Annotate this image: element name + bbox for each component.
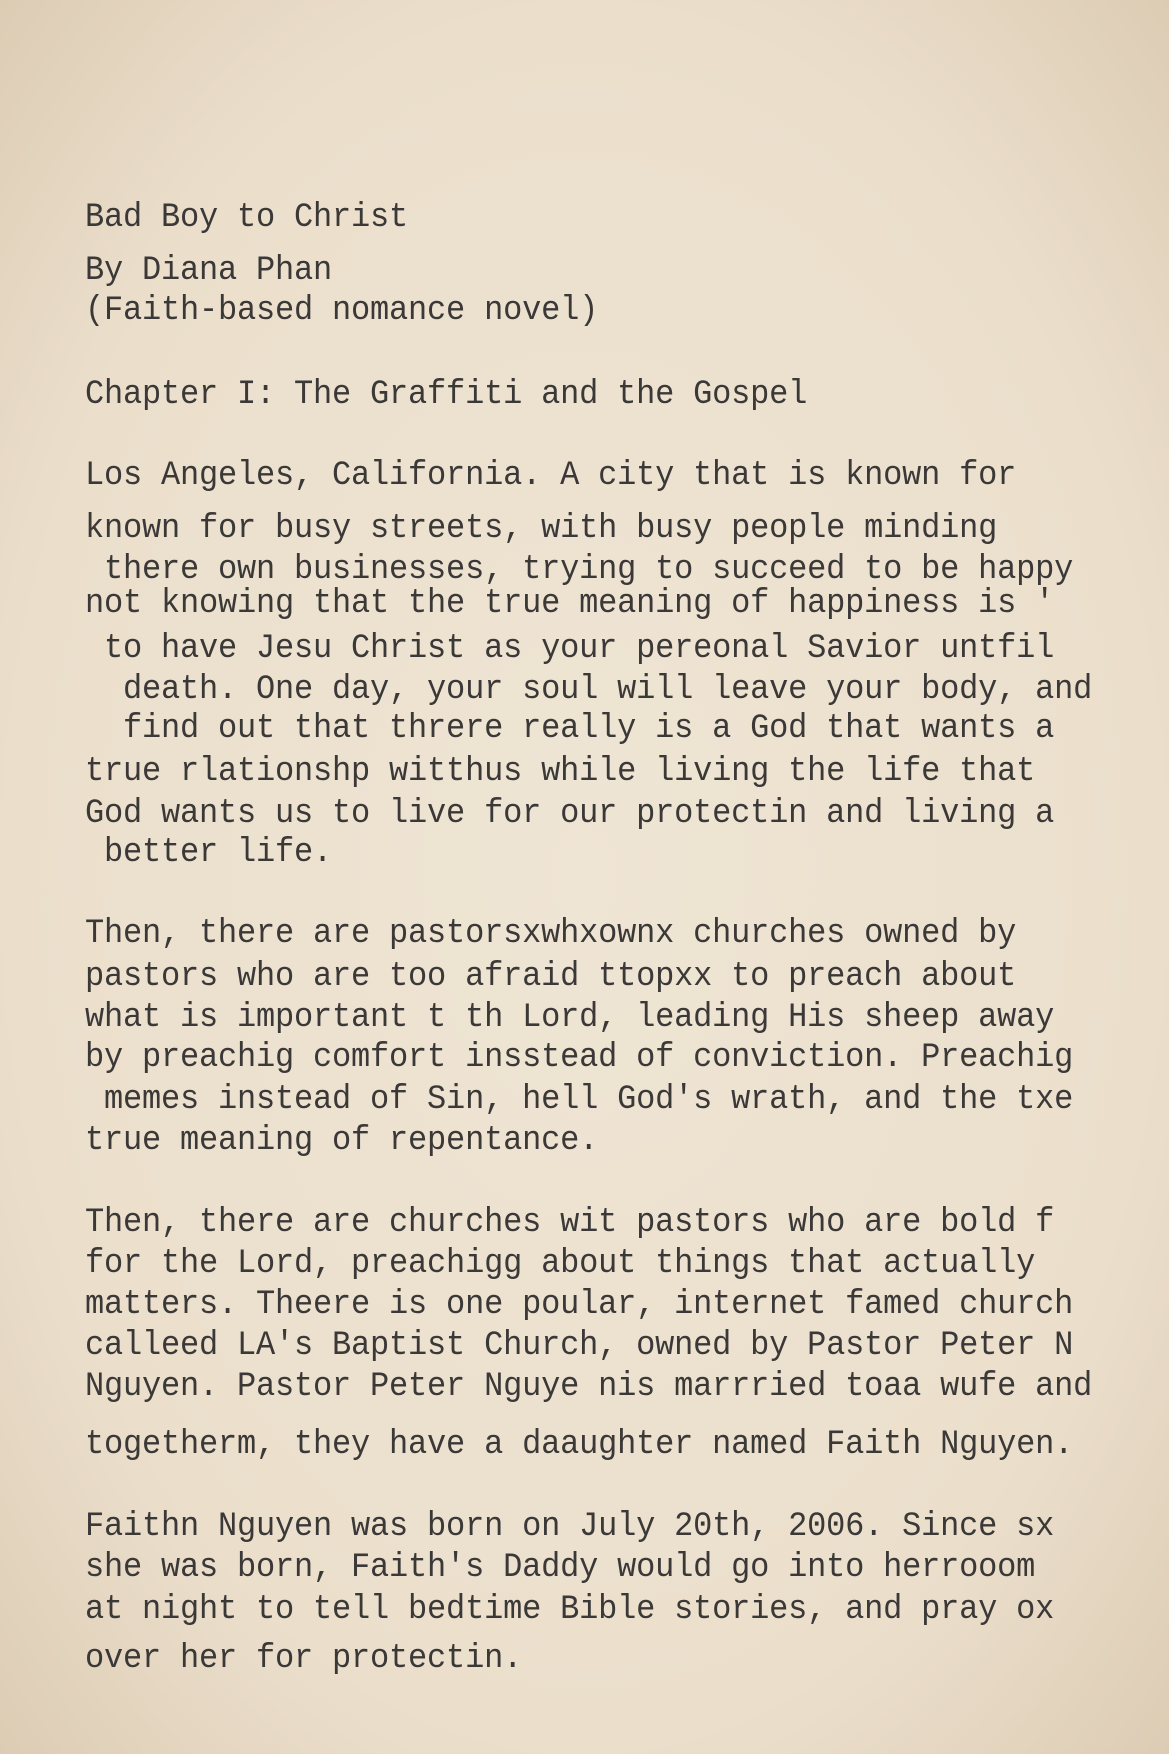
text-line: Then, there are churches wit pastors who are bold f	[85, 1201, 1055, 1242]
text-line: not knowing that the true meaning of happiness is '	[85, 582, 1055, 623]
text-line: true meaning of repentance.	[85, 1119, 599, 1160]
text-line: what is important t th Lord, leading His sheep away	[85, 996, 1055, 1037]
text-line: memes instead of Sin, hell God's wrath, and the txe	[85, 1078, 1074, 1119]
text-line: callеed LA's Baptist Church, owned by Pastor Peter N	[85, 1324, 1074, 1365]
text-line: to have Jesu Christ as your pereonal Savior untfil	[85, 627, 1055, 668]
document-title: Bad Boy to Christ	[85, 196, 409, 237]
text-line: at night to tell bedtime Bible stories, and pray ox	[85, 1588, 1055, 1629]
text-line: Then, there are pastorsxwhxownx churches owned by	[85, 912, 1017, 953]
text-line: God wants us to live for our protectin and living a	[85, 792, 1055, 833]
text-line: togetherm, they have a daaughter named Faith Nguyen.	[85, 1423, 1074, 1464]
text-line: find out that threre really is a God that wants a	[85, 707, 1055, 748]
text-line: over her for protectin.	[85, 1637, 523, 1678]
text-line: known for busy streets, with busy people minding	[85, 507, 998, 548]
genre-line: (Faith-based nomance novel)	[85, 289, 599, 330]
text-line: death. One day, your soul will leave your body, and	[85, 668, 1093, 709]
text-line: better life.	[85, 831, 333, 872]
text-line: Los Angeles, California. A city that is known for	[85, 454, 1017, 495]
text-line: matters. Theere is one poular, internet famed church	[85, 1283, 1074, 1324]
text-line: Faithn Nguyen was born on July 20th, 2006. Since sx	[85, 1505, 1055, 1546]
text-line: she was born, Faith's Daddy would go into herrooom	[85, 1546, 1036, 1587]
text-line: there own businesses, trying to succeed to be happy	[85, 548, 1074, 589]
chapter-heading: Chapter I: The Graffiti and the Gospel	[85, 373, 808, 414]
text-line: by preachig comfort insstead of conviction. Preachig	[85, 1036, 1074, 1077]
text-line: Nguyen. Pastor Peter Nguye nis marrried toaa wufe and	[85, 1365, 1093, 1406]
text-line: true rlationshp witthus while living the life that	[85, 750, 1036, 791]
text-line: for the Lord, preachigg about things that actually	[85, 1242, 1036, 1283]
author-line: By Diana Phan	[85, 249, 333, 290]
text-line: pastors who are too afraid ttopxx to preach about	[85, 955, 1017, 996]
